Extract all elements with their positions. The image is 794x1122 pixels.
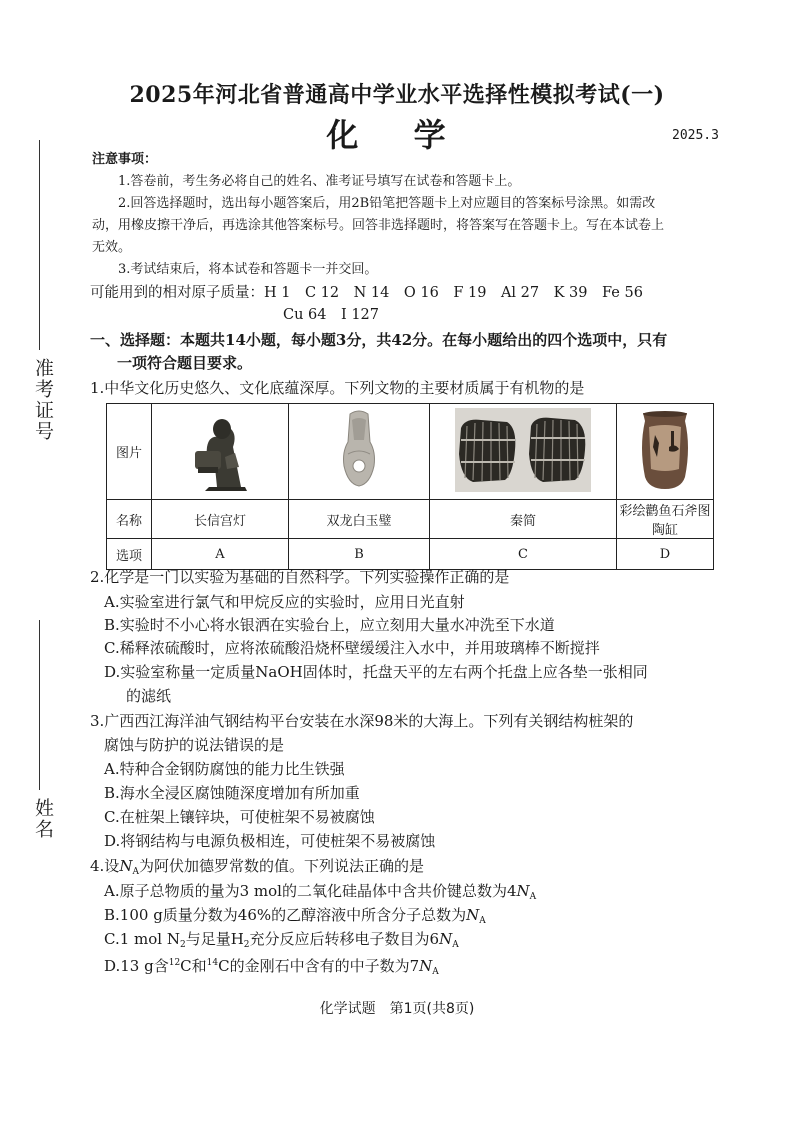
q4-option-d [104,953,439,982]
q3-option-b: B.海水全浸区腐蚀随深度增加有所加重 [104,784,360,802]
notice-heading: 注意事项： [92,152,158,167]
notice-item-3: 3.考试结束后，将本试卷和答题卡一并交回。 [118,262,378,277]
atomic-masses-line-1: 可能用到的相对原子质量：H 1 C 12 N 14 O 16 F 19 Al 27 K 39 Fe 56 [90,285,643,301]
artifact-option-d: D [617,539,714,570]
q4-option-c-part-3: 充分反应后转移电子数目为6 [249,930,440,948]
row-label-picture: 图片 [107,404,152,500]
qin-bamboo-slips-image [455,408,591,492]
q2-stem: 2.化学是一门以实验为基础的自然科学。下列实验操作正确的是 [90,568,510,586]
q4-stem-prefix: 4.设 [90,857,120,875]
q4-option-a-na: N [516,882,530,900]
artifact-option-c: C [430,539,617,570]
section-1-line-2: 一项符合题目要求。 [117,354,253,372]
q3-option-c: C.在桩架上镶锌块，可使桩架不易被腐蚀 [104,808,375,826]
q4-option-d-part-3: C的金刚石中含有的中子数为7 [218,957,420,975]
notice-item-2-line-3: 无效。 [92,240,132,255]
q4-option-b-na: N [466,906,480,924]
section-1-line-1: 一、选择题：本题共14小题，每小题3分，共42分。在每小题给出的四个选项中，只有 [90,331,668,349]
q4-option-a-na-sub: A [529,892,537,902]
q2-option-b: B.实验时不小心将水银洒在实验台上，应立刻用大量水冲洗至下水道 [104,616,555,634]
q1-stem: 1.中华文化历史悠久、文化底蕴深厚。下列文物的主要材质属于有机物的是 [90,379,585,397]
q4-option-c-sub-1: 2 [179,940,186,950]
q3-stem-line-1: 3.广西西江海洋油气钢结构平台安装在水深98米的大海上。下列有关钢结构桩架的 [90,712,634,730]
name-line [39,620,40,790]
artifact-picture-a [152,404,289,500]
exam-title: 2025年河北省普通高中学业水平选择性模拟考试(一) [129,82,665,108]
q4-option-a [104,881,536,907]
q4-option-d-part-2: C和 [180,957,207,975]
q4-stem [90,856,424,882]
exam-date: 2025.3 [672,128,719,143]
artifact-name-d: 彩绘鹳鱼石斧图陶缸 [617,500,714,539]
q2-option-d-line-1: D.实验室称量一定质量NaOH固体时，托盘天平的左右两个托盘上应各垫一张相同 [104,663,648,681]
q4-option-c-na: N [439,930,453,948]
q4-option-d-part-1: D.13 g含 [104,957,169,975]
notice-item-2-line-2: 动，用橡皮擦干净后，再选涂其他答案标号。回答非选择题时，将答案写在答题卡上。写在本试卷上 [92,218,665,233]
exam-id-line [39,140,40,350]
artifact-name-b: 双龙白玉璧 [289,500,430,539]
q3-option-a: A.特种合金钢防腐蚀的能力比生铁强 [104,760,345,778]
row-label-name: 名称 [107,500,152,539]
row-label-option: 选项 [107,539,152,570]
q4-option-b-na-sub: A [479,916,486,926]
q2-option-a: A.实验室进行氯气和甲烷反应的实验时，应用日光直射 [104,593,465,611]
q4-option-c [104,929,459,955]
artifact-name-c: 秦简 [430,500,617,539]
q4-option-a-text: A.原子总物质的量为3 mol的二氧化硅晶体中含共价键总数为4 [104,882,517,900]
q4-option-d-na-sub: A [432,967,439,977]
name-label: 姓名 [32,798,54,840]
artifact-picture-c [430,404,617,500]
artifact-name-a: 长信宫灯 [152,500,289,539]
q4-option-d-sup-1: 12 [168,958,181,968]
notice-item-2-line-1: 2.回答选择题时，选出每小题答案后，用2B铅笔把答题卡上对应题目的答案标号涂黑。如需改 [118,196,656,211]
jade-disc-image [336,406,382,494]
artifact-picture-d [617,404,714,500]
q4-stem-na: N [119,857,133,875]
q4-option-c-sub-2: 2 [243,940,250,950]
q4-option-d-sup-2: 14 [206,958,219,968]
notice-item-1: 1.答卷前，考生务必将自己的姓名、准考证号填写在试卷和答题卡上。 [118,174,521,189]
artifact-option-a: A [152,539,289,570]
artifact-option-b: B [289,539,430,570]
q4-option-d-na: N [419,957,433,975]
q4-option-b-text: B.100 g质量分数为46%的乙醇溶液中所含分子总数为 [104,906,467,924]
q4-option-c-part-2: 与足量H [185,930,244,948]
subject-title: 化 学 [326,116,468,154]
q3-option-d: D.将钢结构与电源负极相连，可使桩架不易被腐蚀 [104,832,436,850]
q3-stem-line-2: 腐蚀与防护的说法错误的是 [104,736,285,754]
q4-option-c-na-sub: A [452,940,459,950]
q4-stem-suffix: 为阿伏加德罗常数的值。下列说法正确的是 [138,857,424,875]
q2-option-c: C.稀释浓硫酸时，应将浓硫酸沿烧杯壁缓缓注入水中，并用玻璃棒不断搅拌 [104,639,600,657]
artifact-picture-b [289,404,430,500]
q4-stem-na-sub: A [132,867,139,877]
q2-option-d-line-2: 的滤纸 [126,687,172,705]
atomic-masses-line-2: Cu 64 I 127 [283,307,380,323]
q4-option-b [104,905,486,931]
exam-id-label: 准考证号 [32,358,54,442]
page-footer: 化学试题 第1页(共8页) [319,1001,475,1017]
palace-lamp-image [175,407,265,493]
artifact-table [106,403,714,570]
q4-option-c-part-1: C.1 mol N [104,930,180,948]
painted-pottery-jar-image [635,407,695,493]
